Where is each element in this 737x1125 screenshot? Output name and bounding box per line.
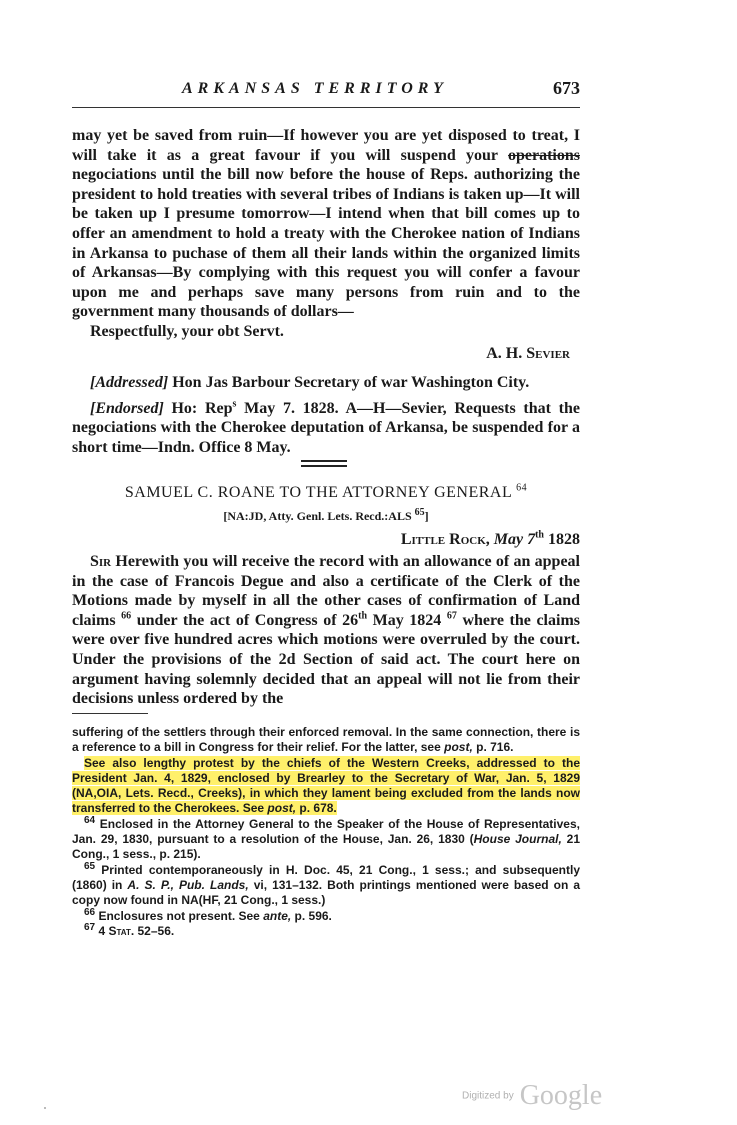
footnote-65 <box>72 860 580 909</box>
footnote-text: Enclosures not present. See <box>95 908 264 923</box>
signature-surname: Sevier <box>526 344 570 362</box>
salutation: Sir <box>90 553 112 570</box>
footnote-number: 65 <box>84 860 96 872</box>
footnote-ref-64[interactable]: 64 <box>516 482 528 494</box>
footnote-number: 67 <box>84 921 96 933</box>
endorsed-note <box>72 399 580 458</box>
footnote-italic: A. S. P., Pub. Lands, <box>127 877 249 892</box>
page-number: 673 <box>553 78 580 98</box>
endorsed-superscript: s <box>232 398 237 410</box>
paragraph-text: may yet be saved from ruin—If however you are yet disposed to treat, I will take it as a great favour if you will suspend your <box>72 127 580 164</box>
footnotes <box>72 725 580 939</box>
section-separator-top <box>301 460 347 462</box>
footnote-ref-65[interactable]: 65 <box>414 507 425 518</box>
signature <box>72 344 580 364</box>
letter-paragraph <box>72 126 580 322</box>
footnote-text: suffering of the settlers through their enforced removal. In the same connection, there is a reference to a bill in Congress for their relief. For the latter, see <box>72 725 580 755</box>
footnote-64 <box>72 814 580 863</box>
footnote-italic: post, <box>444 740 473 755</box>
footnote-ref-67[interactable]: 67 <box>446 610 457 622</box>
digitized-watermark <box>462 1080 602 1110</box>
roane-text: Herewith you will receive the record with an allowance of an appeal in the case of Francois Degue and also a certificate of the Clerk of the Motions made by myself in all the other cases of confirmation of Land claims <box>72 553 580 629</box>
footnote-number: 64 <box>84 814 96 826</box>
highlighted-text: See also lengthy protest by the chiefs of the Western Creeks, addressed to the President Jan. 4, 1829, enclosed by Brearley to the Secretary of War, Jan. 5, 1829 (NA,OIA, Lets. Recd., Creeks), in which they lament being excluded from the lands now transferred to the Cherokees. See <box>72 755 580 816</box>
footnote-italic: ante, <box>263 908 292 923</box>
footnote-67 <box>72 921 580 939</box>
addressed-label: [Addressed] <box>90 374 169 392</box>
sevier-letter <box>72 126 580 458</box>
header-rule <box>72 107 580 108</box>
footnote-text-cont: p. 596. <box>291 908 332 923</box>
footnote-66 <box>72 906 580 924</box>
struck-word: operations <box>508 146 580 164</box>
endorsed-label: [Endorsed] <box>90 399 164 417</box>
roane-letter <box>72 552 580 709</box>
highlighted-text-cont: p. 678. <box>296 801 337 816</box>
section-separator-bottom <box>301 465 347 467</box>
digitized-by-text: Digitized by <box>462 1090 514 1102</box>
footnote-italic: House Journal, <box>473 832 562 847</box>
footnote-text-cont: p. 716. <box>472 740 514 755</box>
footnote-ref-66[interactable]: 66 <box>121 610 132 622</box>
paragraph-text-cont: negociations until the bill now before the house of Reps. authorizing the president to hold treaties with several tribes of Indians is taken up—It will be taken up I presume tomorrow—I intend when that bill comes up to offer an amendment to hold a treaty with the Cherokee nation of Indians in Arkansa to puchase of them all their lands within the organized limits of Arkansas—By complying with this request you will confer a favour upon me and perhaps save many persons from ruin and to the government many thousands of dollars— <box>72 166 580 321</box>
endorsed-text: Ho: Rep <box>163 399 233 417</box>
footnote-number: 66 <box>84 906 96 918</box>
citation-close: ] <box>424 509 429 523</box>
ordinal-superscript: th <box>358 610 368 622</box>
footnote-smallcaps: Stat. <box>108 923 135 938</box>
dateline <box>72 531 580 549</box>
citation-text: [NA:JD, Atty. Genl. Lets. Recd.:ALS <box>223 509 412 523</box>
footnote-text-cont: vi, 131–132. Both printings mentioned were based on a copy now found in NA(HF, 21 Cong., 1 sess.) <box>72 877 580 908</box>
section-title-text: SAMUEL C. ROANE TO THE ATTORNEY GENERAL <box>124 484 512 501</box>
addressed-note <box>72 373 580 393</box>
addressed-text: Hon Jas Barbour Secretary of war Washington City. <box>168 374 530 392</box>
footnote-text: Enclosed in the Attorney General to the Speaker of the House of Representatives, Jan. 29, 1830, pursuant to a resolution of the House, Jan. 26, 1830 ( <box>72 816 580 847</box>
roane-text-cont3: where the claims were over five hundred acres which motions were overruled by the court. Under the provisions of the 2d Section of said act. The court here on argument having solemnly decided that an appeal will not lie from their decisions unless ordered by the <box>72 611 581 708</box>
roane-text-cont: under the act of Congress of 26 <box>131 611 359 629</box>
letter-closing: Respectfully, your obt Servt. <box>90 322 284 340</box>
dateline-place: Little Rock, <box>400 531 490 548</box>
footnote-text: 4 <box>95 923 109 938</box>
endorsed-text-cont: May 7. 1828. A—H—Sevier, Requests that the negociations with the Cherokee deputation of Arkansa, be suspended for a short time—Indn. Office 8 May. <box>72 399 581 456</box>
footnote-text-cont: 21 Cong., 1 sess., p. 215). <box>72 832 580 862</box>
footnote-rule <box>72 713 148 714</box>
dateline-year: 1828 <box>544 531 580 548</box>
google-logo: Google <box>519 1080 603 1111</box>
highlight-marker <box>72 756 580 816</box>
roane-paragraph <box>72 552 580 709</box>
dateline-superscript: th <box>535 529 544 541</box>
footnote-text: Printed contemporaneously in H. Doc. 45, 21 Cong., 1 sess.; and subsequently (1860) in <box>72 862 580 892</box>
running-head <box>72 80 580 104</box>
highlighted-italic: post, <box>267 801 297 816</box>
signature-initials: A. H. <box>486 344 527 362</box>
roane-text-cont2: May 1824 <box>367 611 447 629</box>
running-title: ARKANSAS TERRITORY <box>182 80 448 97</box>
archive-citation <box>72 509 580 524</box>
section-title <box>72 484 580 502</box>
footnote-text-cont: 52–56. <box>134 923 175 938</box>
highlighted-footnote <box>72 756 580 817</box>
scan-speck <box>44 1107 46 1109</box>
footnote-continuation <box>72 725 580 756</box>
dateline-month: May 7 <box>493 531 536 548</box>
